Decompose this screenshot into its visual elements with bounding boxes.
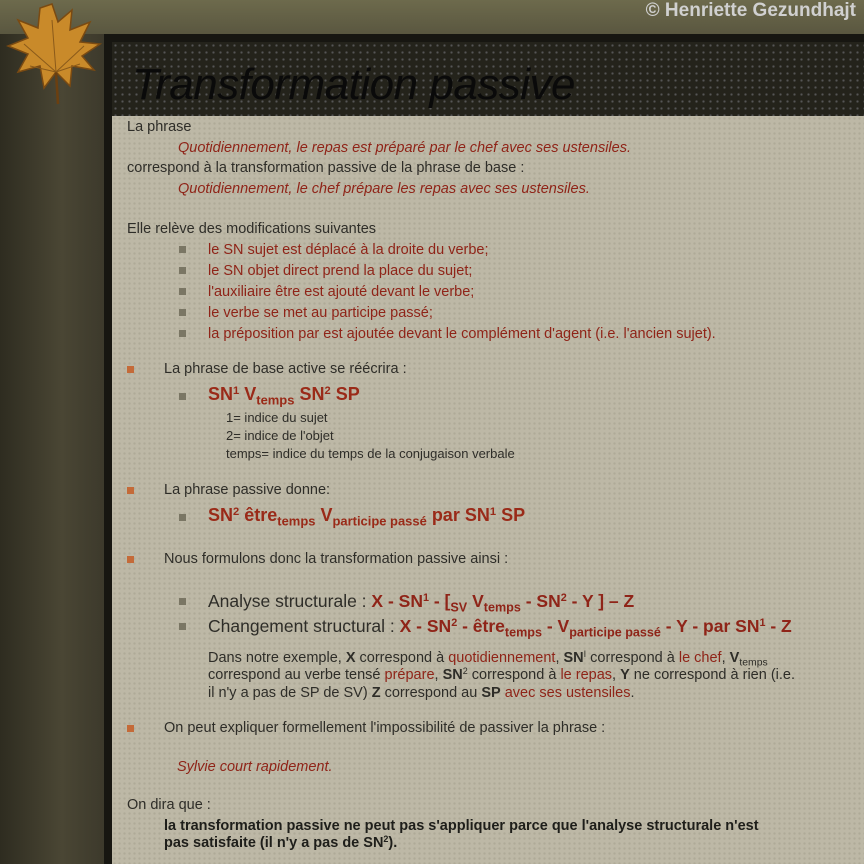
on-dira-que: On dira que :	[127, 797, 211, 813]
explanation-line-3: il n'y a pas de SP de SV) Z correspond au SP avec ses ustensiles.	[208, 685, 635, 701]
modification-item: le SN objet direct prend la place du sujet;	[208, 263, 473, 279]
bullet-icon	[127, 556, 134, 563]
bullet-icon	[179, 514, 186, 521]
example-intransitive-sentence: Sylvie court rapidement.	[177, 759, 333, 775]
bullet-icon	[179, 288, 186, 295]
left-sidebar	[0, 0, 112, 864]
example-active-sentence: Quotidiennement, le chef prépare les repas avec ses ustensiles.	[178, 181, 590, 197]
bullet-icon	[179, 267, 186, 274]
formula-note: temps= indice du temps de la conjugaison verbale	[226, 446, 515, 461]
example-passive-sentence: Quotidiennement, le repas est préparé par le chef avec ses ustensiles.	[178, 140, 631, 156]
analyse-structurale: Analyse structurale : X - $SN^1 - [_{SV}$ $V_{temps} - SN^2$ - Y ] – Z	[208, 591, 635, 615]
modification-item: le SN sujet est déplacé à la droite du verbe;	[208, 242, 489, 258]
intro-la-phrase: La phrase	[127, 119, 192, 135]
passive-heading: La phrase passive donne:	[164, 482, 331, 498]
bullet-icon	[127, 725, 134, 732]
explanation-line-2: correspond au verbe tensé prépare, $SN^2$ correspond à le repas, Y ne correspond à rien (i.e.	[208, 666, 795, 683]
modification-item: l'auxiliaire être est ajouté devant le verbe;	[208, 284, 475, 300]
bullet-icon	[179, 309, 186, 316]
active-formula: $SN^1$ $V_{temps}$ $SN^2$ SP	[208, 384, 360, 408]
modification-item: le verbe se met au participe passé;	[208, 305, 433, 321]
bullet-icon	[179, 598, 186, 605]
modification-item: la préposition par est ajoutée devant le complément d'agent (i.e. l'ancien sujet).	[208, 326, 716, 342]
bullet-icon	[179, 393, 186, 400]
page-title: Transformation passive	[132, 60, 576, 109]
copyright-text: © Henriette Gezundhajt	[645, 0, 856, 21]
active-heading: La phrase de base active se réécrira :	[164, 361, 407, 377]
bullet-icon	[127, 366, 134, 373]
passive-formula: $SN^2$ être$_{temps}$ $V_{participe passé}$ par $SN^1$ SP	[208, 505, 526, 529]
impossible-heading: On peut expliquer formellement l'impossibilité de passiver la phrase :	[164, 720, 606, 736]
autumn-leaf-icon	[0, 0, 110, 106]
bullet-icon	[179, 246, 186, 253]
rule-heading: Nous formulons donc la transformation passive ainsi :	[164, 551, 509, 567]
formula-note: 2= indice de l'objet	[226, 428, 334, 443]
conclusion-line-1: la transformation passive ne peut pas s'appliquer parce que l'analyse structurale n'est	[164, 818, 759, 834]
bullet-icon	[179, 330, 186, 337]
bullet-icon	[179, 623, 186, 630]
conclusion-line-2: pas satisfaite (il n'y a pas de $SN^2$).	[164, 834, 398, 851]
intro-correspond: correspond à la transformation passive de la phrase de base :	[127, 160, 525, 176]
explanation-line-1: Dans notre exemple, X correspond à quotidiennement, $SN^I$ correspond à le chef, $V_{temps}$	[208, 649, 768, 669]
formula-note: 1= indice du sujet	[226, 410, 328, 425]
bullet-icon	[127, 487, 134, 494]
modifications-heading: Elle relève des modifications suivantes	[127, 221, 377, 237]
changement-structural: Changement structural : X - $SN^2$ - être$_{temps}$ - $V_{participe passé}$ - Y - par $SN^1$ - Z	[208, 616, 792, 640]
